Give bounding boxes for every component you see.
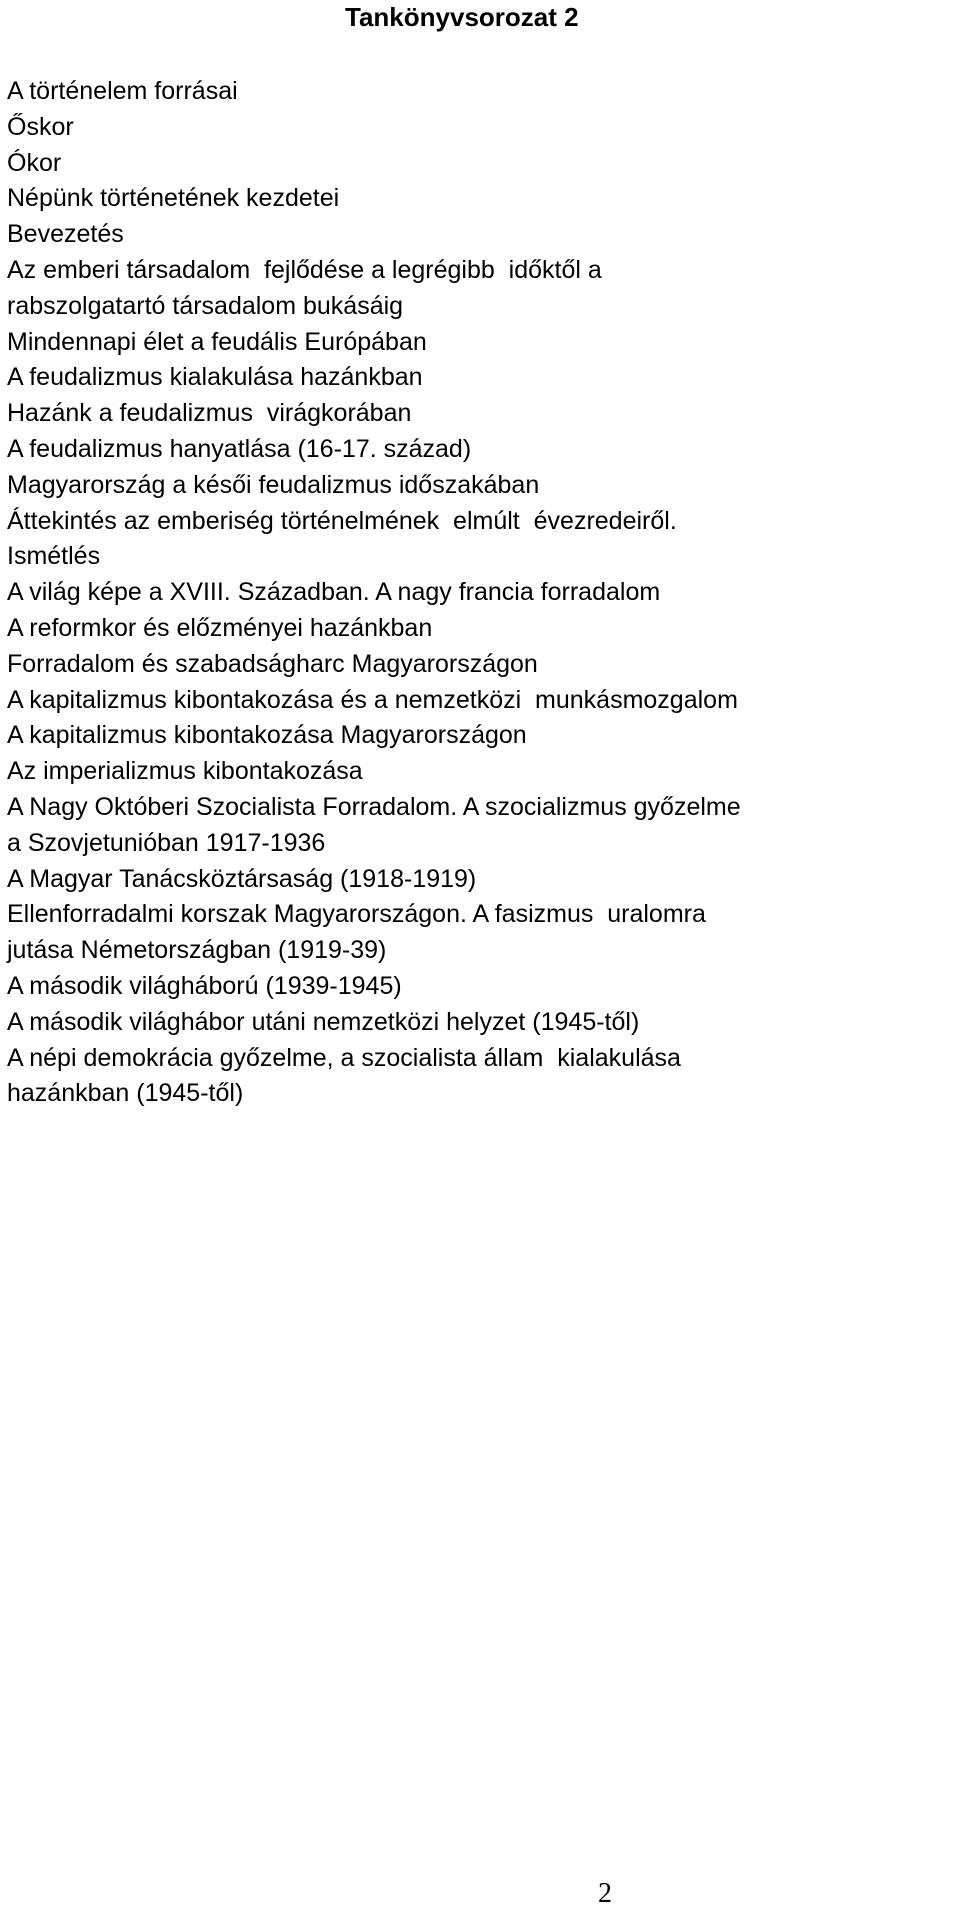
contents-line: Őskor (7, 112, 74, 141)
contents-line: rabszolgatartó társadalom bukásáig (7, 291, 404, 320)
contents-line: Az emberi társadalom fejlődése a legrégibb időktől a (7, 255, 602, 284)
contents-line: A Nagy Októberi Szocialista Forradalom. A szocializmus győzelme (7, 792, 741, 821)
contents-line: A kapitalizmus kibontakozása és a nemzetközi munkásmozgalom (7, 685, 738, 714)
contents-line: A második világháború (1939-1945) (7, 971, 402, 1000)
contents-line: A népi demokrácia győzelme, a szocialista állam kialakulása (7, 1043, 681, 1072)
contents-line: Ismétlés (7, 542, 101, 571)
contents-line: jutása Németországban (1919-39) (7, 936, 387, 965)
contents-line: A feudalizmus hanyatlása (16-17. század) (7, 434, 472, 463)
contents-line: Magyarország a késői feudalizmus időszakában (7, 470, 540, 499)
contents-line: A világ képe a XVIII. Században. A nagy francia forradalom (7, 578, 661, 607)
contents-line: Áttekintés az emberiség történelmének elmúlt évezredeiről. (7, 506, 677, 535)
page-number: 2 (598, 1878, 612, 1909)
contents-list (7, 74, 741, 1112)
contents-line: A történelem forrásai (7, 77, 238, 105)
contents-line: A Magyar Tanácsköztársaság (1918-1919) (7, 864, 477, 893)
contents-line: A második világhábor utáni nemzetközi helyzet (1945-től) (7, 1007, 640, 1036)
contents-line: hazánkban (1945-től) (7, 1079, 244, 1108)
contents-line: A reformkor és előzményei hazánkban (7, 613, 433, 642)
contents-line: Mindennapi élet a feudális Európában (7, 327, 427, 356)
contents-line: a Szovjetunióban 1917-1936 (7, 828, 326, 857)
contents-line: Forradalom és szabadságharc Magyarországon (7, 649, 538, 678)
contents-line: Bevezetés (7, 220, 124, 249)
contents-line: Népünk történetének kezdetei (7, 184, 340, 213)
contents-line: A feudalizmus kialakulása hazánkban (7, 363, 423, 392)
contents-line: A kapitalizmus kibontakozása Magyarországon (7, 721, 527, 750)
contents-line: Az imperializmus kibontakozása (7, 757, 363, 786)
contents-line: Hazánk a feudalizmus virágkorában (7, 399, 412, 428)
contents-line: Ellenforradalmi korszak Magyarországon. A fasizmus uralomra (7, 900, 706, 929)
series-title: Tankönyvsorozat 2 (345, 2, 579, 32)
contents-line: Ókor (7, 148, 62, 177)
